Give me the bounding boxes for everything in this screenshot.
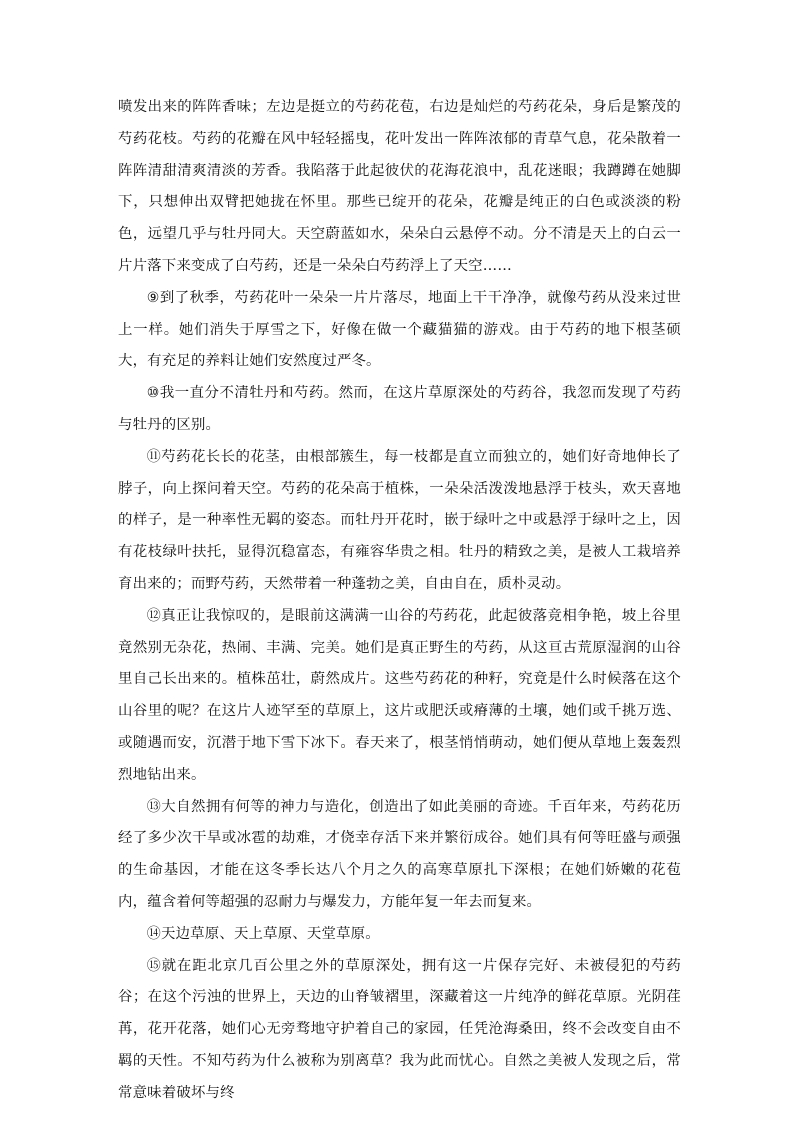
- paragraph-11: [118, 442, 681, 601]
- paragraph-12: [118, 601, 681, 792]
- paragraph-number: ⑫: [146, 607, 162, 624]
- paragraph-number: ⑪: [146, 448, 162, 465]
- paragraph-number: ⑨: [146, 289, 160, 306]
- paragraph-14: [118, 919, 681, 951]
- paragraph-text: 真正让我惊叹的，是眼前这满满一山谷的芍药花，此起彼落竞相争艳，坡上谷里竟然别无杂花，热闹、丰满、完美。她们是真正野生的芍药，从这亘古荒原湿润的山谷里自己长出来的。植株茁壮，蔚然成片。这些芍药花的种籽，究竟是什么时候落在这个山谷里的呢？在这片人迹罕至的草原上，这片或肥沃或瘠薄的土壤，她们或千挑万选、或随遇而安，沉潜于地下雪下冰下。春天来了，根茎悄悄萌动，她们便从草地上轰轰烈烈地钻出来。: [118, 607, 681, 783]
- paragraph-text: 芍药花长长的花茎，由根部簇生，每一枝都是直立而独立的，她们好奇地伸长了脖子，向上探问着天空。芍药的花朵高于植株，一朵朵活泼泼地悬浮于枝头，欢天喜地的样子，是一种率性无羁的姿态。而牡丹开花时，嵌于绿叶之中或悬浮于绿叶之上，因有花枝绿叶扶托，显得沉稳富态，有雍容华贵之相。牡丹的精致之美，是被人工栽培养育出来的；而野芍药，天然带着一种蓬勃之美，自由自在，质朴灵动。: [118, 448, 681, 592]
- paragraph-text: 就在距北京几百公里之外的草原深处，拥有这一片保存完好、未被侵犯的芍药谷；在这个污浊的世界上，天边的山脊皱褶里，深藏着这一片纯净的鲜花草原。光阴荏苒，花开花落，她们心无旁骛地守护着自己的家园，任凭沧海桑田，终不会改变自由不羁的天性。不知芍药为什么被称为别离草？我为此而忧心。自然之美被人发现之后，常常意味着破坏与终: [118, 957, 681, 1101]
- paragraph-text: 喷发出来的阵阵香味；左边是挺立的芍药花苞，右边是灿烂的芍药花朵，身后是繁茂的芍药花枝。芍药的花瓣在风中轻轻摇曳，花叶发出一阵阵浓郁的青草气息，花朵散着一阵阵清甜清爽清淡的芳香。我陷落于此起彼伏的花海花浪中，乱花迷眼；我蹲蹲在她脚下，只想伸出双臂把她拢在怀里。那些已绽开的花朵，花瓣是纯正的白色或淡淡的粉色，远望几乎与牡丹同大。天空蔚蓝如水，朵朵白云悬停不动。分不清是天上的白云一片片落下来变成了白芍药，还是一朵朵白芍药浮上了天空……: [118, 99, 681, 274]
- paragraph-10: [118, 378, 681, 442]
- paragraph-text: 我一直分不清牡丹和芍药。然而，在这片草原深处的芍药谷，我忽而发现了芍药与牡丹的区别。: [118, 385, 681, 433]
- paragraph-15: [118, 951, 681, 1110]
- paragraph-number: ⑬: [146, 798, 162, 815]
- paragraph-13: [118, 792, 681, 919]
- paragraph-number: ⑮: [146, 957, 162, 974]
- paragraph-9: [118, 283, 681, 378]
- paragraph-continued: [118, 92, 681, 283]
- paragraph-text: 到了秋季，芍药花叶一朵朵一片片落尽，地面上干干净净，就像芍药从没来过世上一样。她们消失于厚雪之下，好像在做一个藏猫猫的游戏。由于芍药的地下根茎硕大，有充足的养料让她们安然度过严冬。: [118, 289, 681, 370]
- paragraph-number: ⑩: [146, 385, 160, 402]
- paragraph-text: 大自然拥有何等的神力与造化，创造出了如此美丽的奇迹。千百年来，芍药花历经了多少次干旱或冰雹的劫难，才侥幸存活下来并繁衍成谷。她们具有何等旺盛与顽强的生命基因，才能在这冬季长达八个月之久的高寒草原扎下深根；在她们娇嫩的花苞内，蕴含着何等超强的忍耐力与爆发力，方能年复一年去而复来。: [118, 798, 681, 910]
- paragraph-number: ⑭: [146, 925, 161, 942]
- article-body: [118, 92, 681, 1110]
- paragraph-text: 天边草原、天上草原、天堂草原。: [161, 925, 380, 942]
